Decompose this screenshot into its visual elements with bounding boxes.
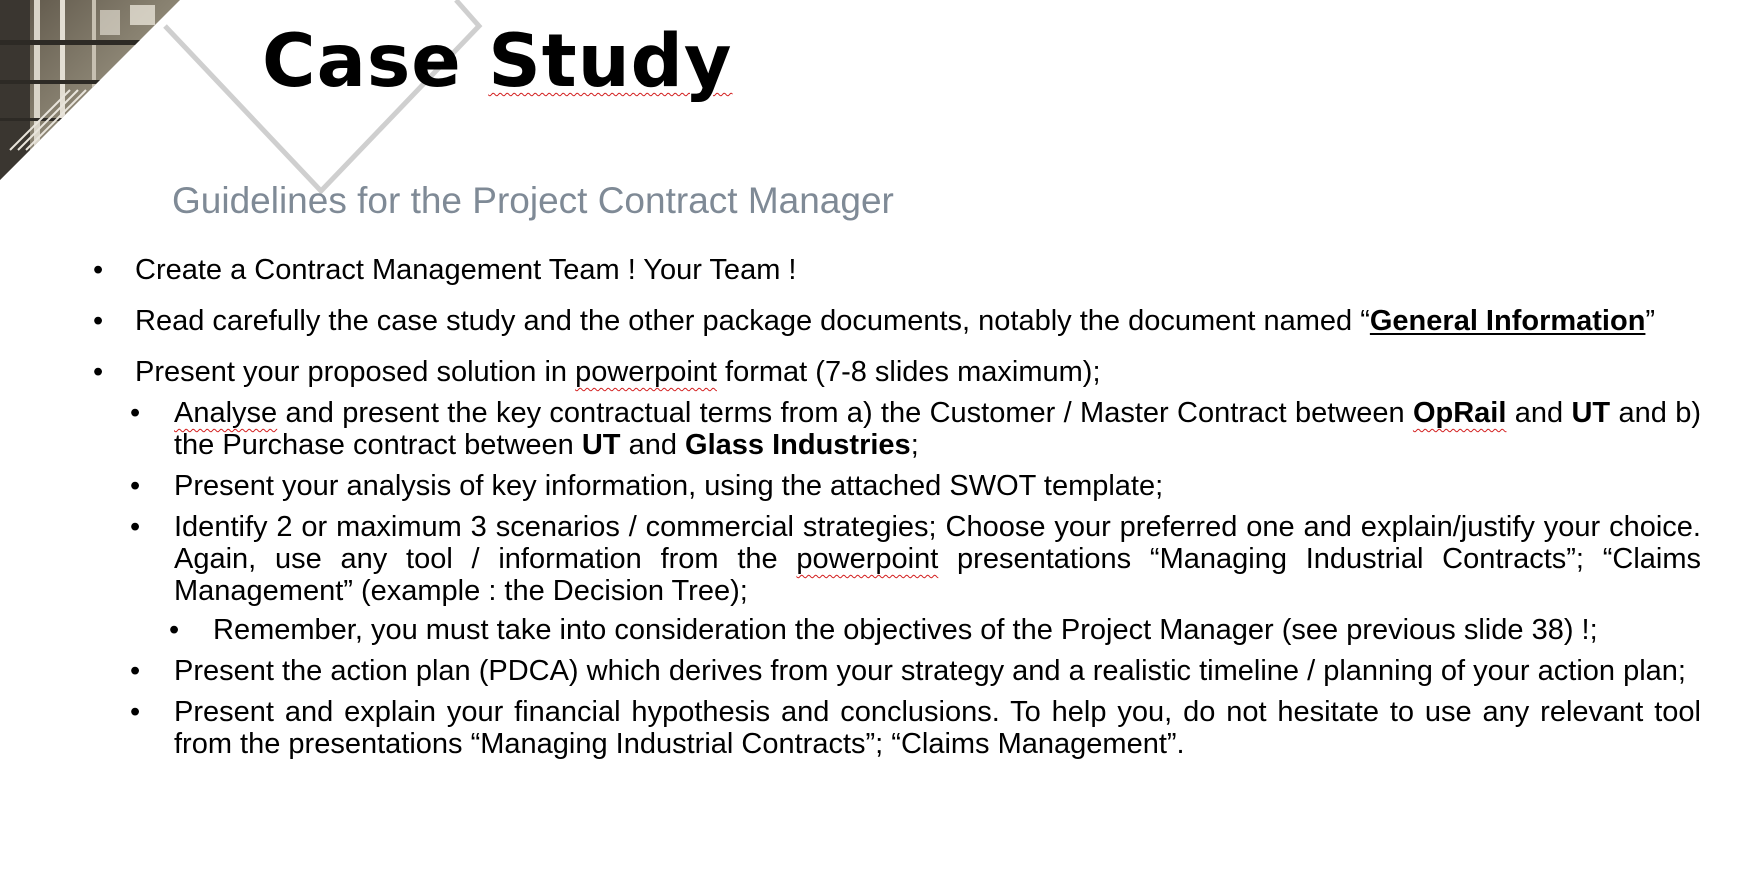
bullet-glyph: • (130, 655, 141, 687)
bullet-list (93, 250, 1701, 760)
bullet-item-read-case-study: • Read carefully the case study and the other package documents, notably the document named “General Information” (93, 305, 1656, 337)
general-information-link: General Information (1369, 305, 1646, 337)
bullet-glyph: • (130, 470, 141, 502)
bullet-item-financial: • Present and explain your financial hypothesis and conclusions. To help you, do not hesitate to use any relevant tool from the presentations “Managing Industrial Contracts”; “Claims Management”. (130, 696, 1701, 760)
bullet-item-scenarios: • Identify 2 or maximum 3 scenarios / commercial strategies; Choose your preferred one and explain/justify your choice. Again, use any tool / information from the powerpoint presentations “Managing Industrial Contracts”; “Claims Management” (example : the Decision Tree); (130, 511, 1701, 607)
bullet-item-remember-objectives: • Remember, you must take into consideration the objectives of the Project Manager (see previous slide 38) !; (169, 614, 1598, 646)
bullet-glyph: • (169, 614, 180, 646)
slide-title (262, 19, 733, 104)
bullet-glyph: • (93, 305, 104, 337)
slide-subtitle: Guidelines for the Project Contract Manager (172, 180, 894, 221)
bullet-glyph: • (93, 254, 104, 286)
bullet-item-action-plan: • Present the action plan (PDCA) which derives from your strategy and a realistic timeline / planning of your action plan; (130, 655, 1686, 687)
bullet-item-analyse-terms: • Analyse and present the key contractual terms from a) the Customer / Master Contract between OpRail and UT and b) the Purchase contract between UT and Glass Industries; (130, 397, 1702, 461)
bullet-item-swot: • Present your analysis of key information, using the attached SWOT template; (130, 470, 1164, 502)
bullet-glyph: • (130, 511, 141, 543)
bullet-glyph: • (130, 397, 141, 429)
bullet-item-create-team: • Create a Contract Management Team ! Your Team ! (93, 254, 797, 286)
title-word-case: Case (262, 19, 489, 104)
title-word-study: Study (488, 19, 733, 104)
bullet-glyph: • (130, 696, 141, 728)
bullet-glyph: • (93, 356, 104, 388)
bullet-item-present-solution: • Present your proposed solution in powerpoint format (7-8 slides maximum); (93, 356, 1101, 388)
